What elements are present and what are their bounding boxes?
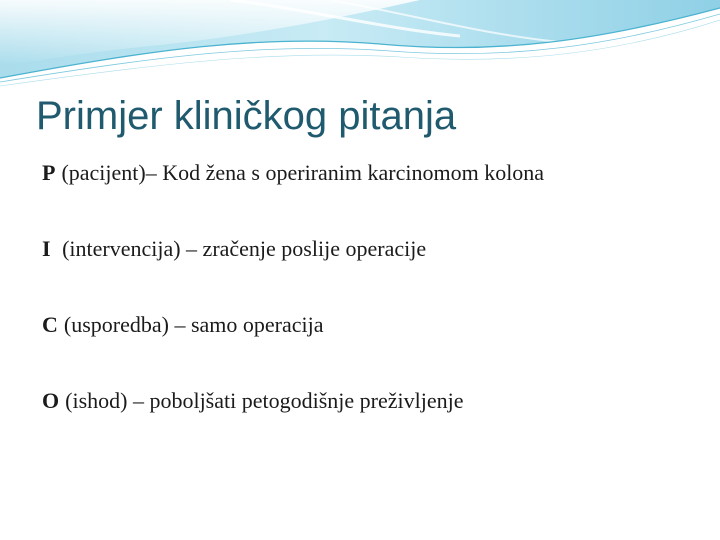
item-text: (intervencija) – zračenje poslije operacije bbox=[56, 236, 427, 261]
header-wave-decoration bbox=[0, 0, 720, 90]
list-item-c bbox=[42, 308, 712, 346]
picot-list bbox=[42, 156, 712, 460]
list-item-o bbox=[42, 384, 712, 422]
item-text: (usporedba) – samo operacija bbox=[63, 312, 324, 337]
item-letter: P bbox=[42, 160, 56, 185]
item-letter: O bbox=[42, 388, 60, 413]
list-item-i bbox=[42, 232, 712, 270]
item-letter: C bbox=[42, 312, 58, 337]
list-item-p bbox=[42, 156, 712, 194]
item-letter: I bbox=[42, 236, 51, 261]
item-text: (ishod) – poboljšati petogodišnje preživljenje bbox=[65, 388, 464, 413]
slide-title: Primjer kliničkog pitanja bbox=[36, 94, 457, 138]
item-text: (pacijent)– Kod žena s operiranim karcinomom kolona bbox=[61, 160, 545, 185]
